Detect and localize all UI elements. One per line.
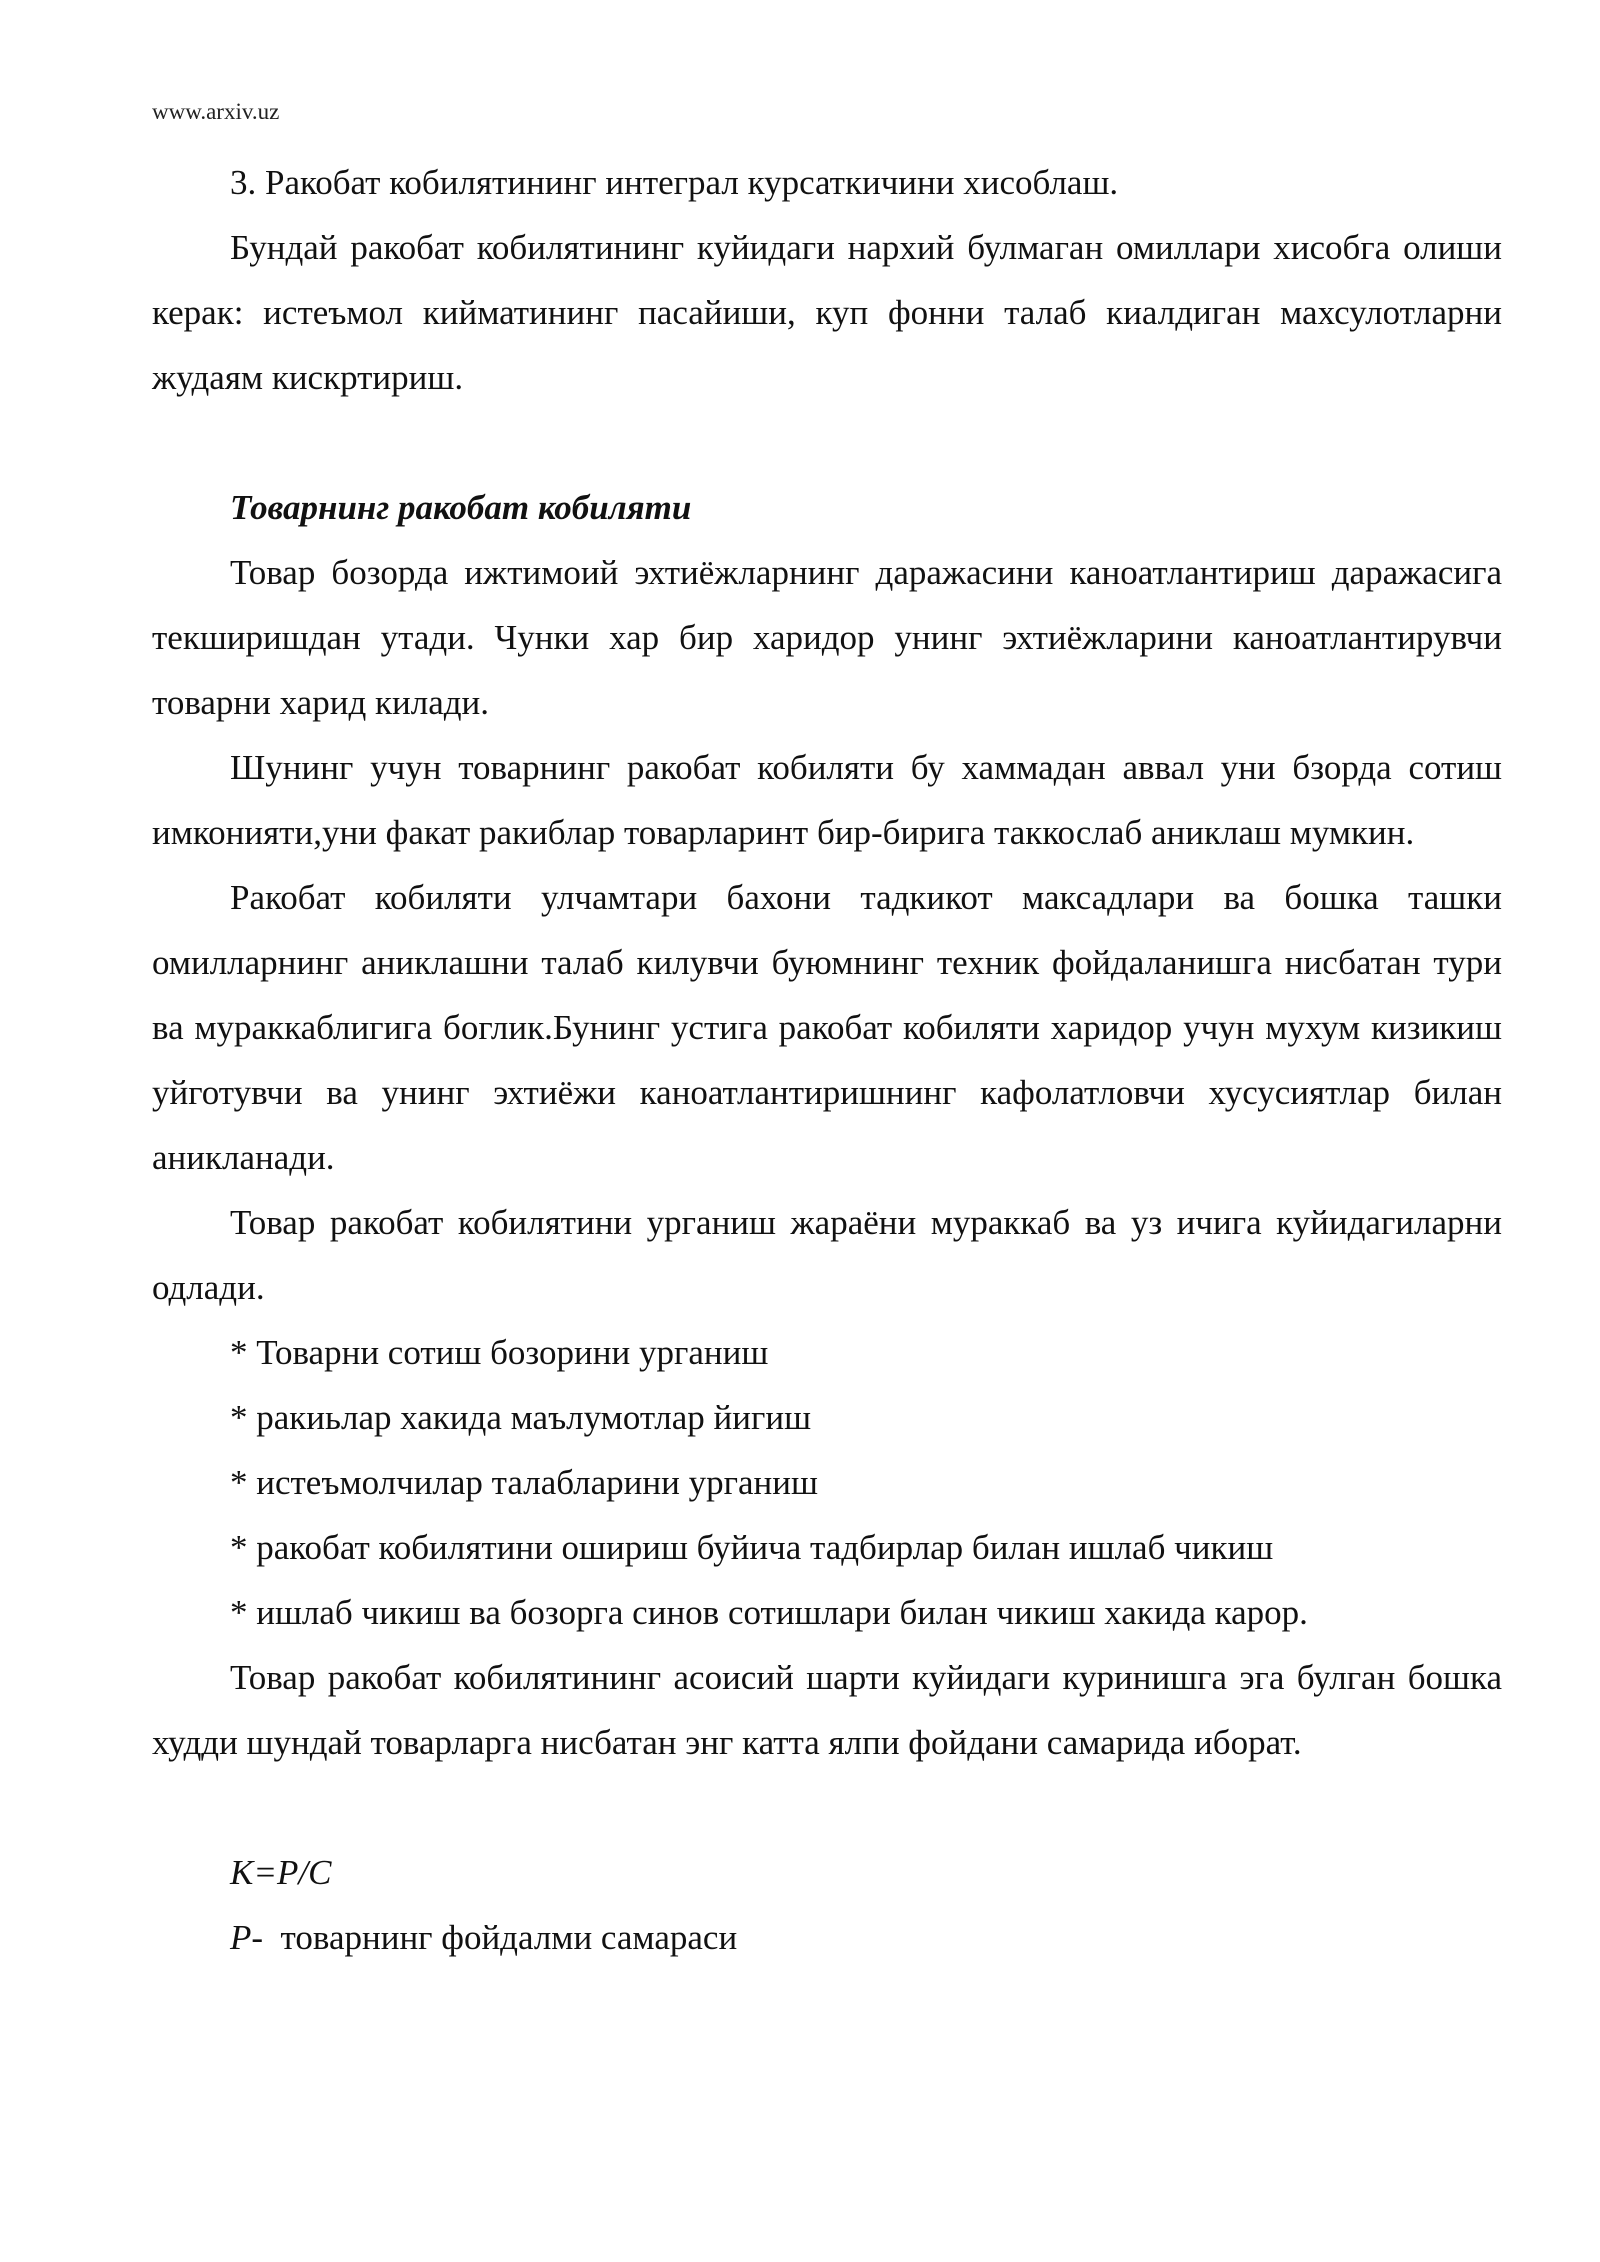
paragraph-1: Бундай ракобат кобилятининг куйидаги нархий булмаган омиллари хисобга олиши керак: истеъмол кийматининг пасайиши, куп фонни талаб киалдиган махсулотларни жудаям кискртириш. bbox=[152, 228, 1502, 397]
list-item: * ракиьлар хакида маълумотлар йигиш bbox=[230, 1398, 812, 1437]
blank-line bbox=[152, 410, 1502, 475]
document-page bbox=[152, 0, 1502, 2262]
document-body bbox=[152, 150, 1502, 1970]
section-title: Товарнинг ракобат кобиляти bbox=[230, 488, 692, 527]
list-item: * истеъмолчилар талабларини урганиш bbox=[230, 1463, 818, 1502]
definition-line bbox=[152, 1905, 1502, 1970]
paragraph-3: Шунинг учун товарнинг ракобат кобиляти бу хаммадан аввал уни бзорда сотиш имконияти,уни факат ракиблар товарларинт бир-бирига таккослаб аниклаш мумкин. bbox=[152, 748, 1502, 852]
paragraph-5: Товар ракобат кобилятини урганиш жараёни мураккаб ва уз ичига куйидагиларни одлади. bbox=[152, 1203, 1502, 1307]
header-url: www.arxiv.uz bbox=[152, 99, 280, 124]
definition-symbol: P- bbox=[230, 1918, 264, 1957]
blank-line bbox=[152, 1775, 1502, 1840]
list-item: * Товарни сотиш бозорини урганиш bbox=[230, 1333, 769, 1372]
paragraph-2: Товар бозорда ижтимоий эхтиёжларнинг даражасини каноатлантириш даражасига текширишдан утади. Чунки хар бир харидор унинг эхтиёжларини каноатлантирувчи товарни харид килади. bbox=[152, 553, 1502, 722]
list-item: * ракобат кобилятини ошириш буйича тадбирлар билан ишлаб чикиш bbox=[230, 1528, 1274, 1567]
paragraph-4: Ракобат кобиляти улчамтари бахони тадкикот максадлари ва бошка ташки омилларнинг аниклашни талаб килувчи буюмнинг техник фойдаланишга нисбатан тури ва мураккаблигига боглик.Бунинг устига ракобат кобиляти харидор учун мухум кизикиш уйготувчи ва унинг эхтиёжи каноатлантиришнинг кафолатловчи хусусиятлар билан аникланади. bbox=[152, 878, 1502, 1177]
paragraph-6: Товар ракобат кобилятининг асоисий шарти куйидаги куринишга эга булган бошка худди шундай товарларга нисбатан энг катта ялпи фойдани самарида иборат. bbox=[152, 1658, 1502, 1762]
definition-text: товарнинг фойдалми самараси bbox=[263, 1918, 738, 1957]
list-item: * ишлаб чикиш ва бозорга синов сотишлари билан чикиш хакида карор. bbox=[230, 1593, 1308, 1632]
item-3-heading: 3. Ракобат кобилятининг интеграл курсаткичини хисоблаш. bbox=[230, 163, 1119, 202]
formula: K=P/C bbox=[230, 1853, 332, 1892]
